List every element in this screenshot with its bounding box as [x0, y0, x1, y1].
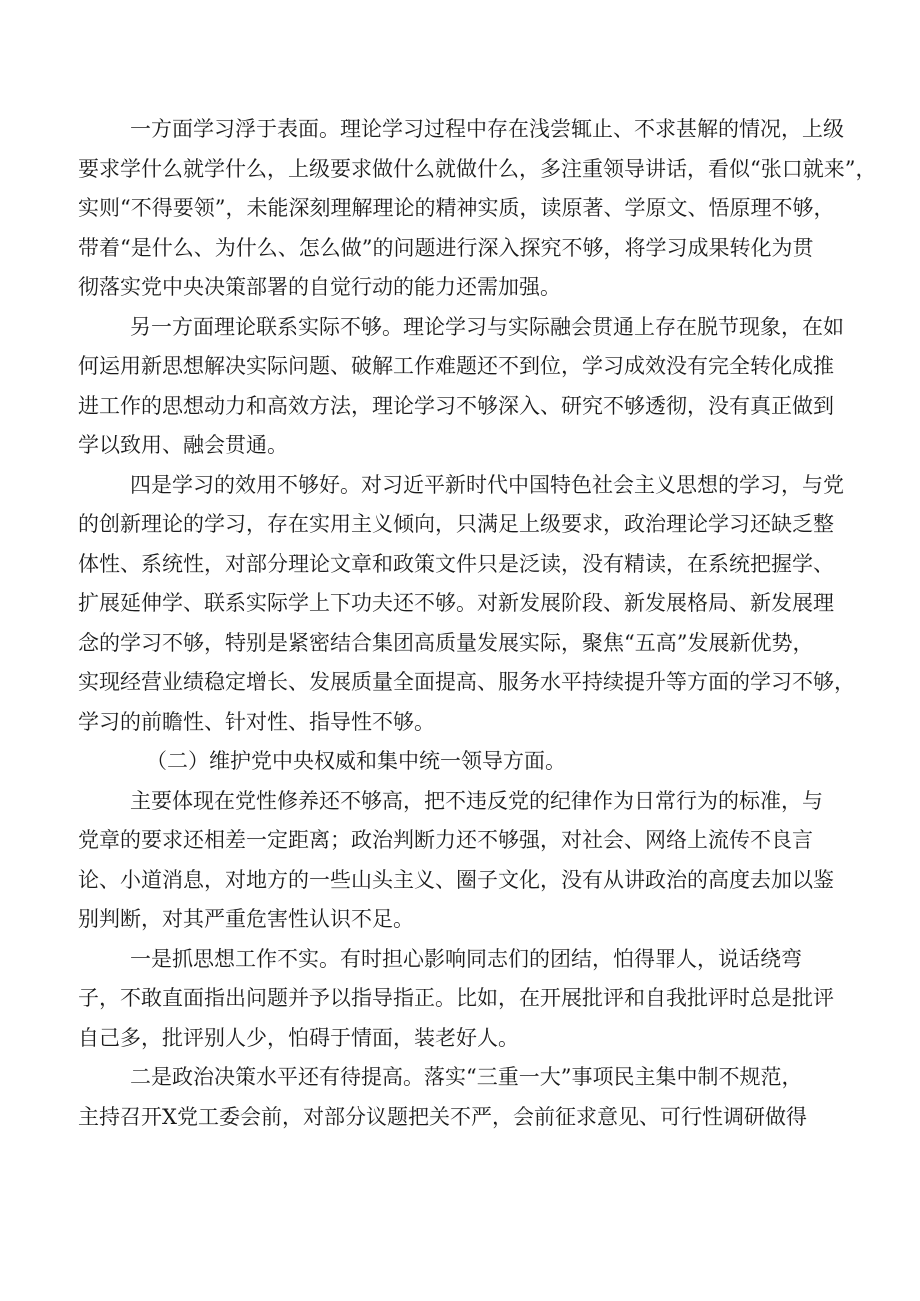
paragraph-line: 自己多，批评别人少，怕碍于情面，装老好人。 — [78, 1025, 519, 1050]
paragraph-line: 进工作的思想动力和高效方法，理论学习不够深入、研究不够透彻，没有真正做到 — [78, 393, 834, 418]
paragraph-line: 彻落实党中央决策部署的自觉行动的能力还需加强。 — [78, 275, 561, 299]
document-body — [78, 110, 878, 1137]
paragraph-1 — [78, 110, 878, 308]
paragraph-line: 一方面学习浮于表面。理论学习过程中存在浅尝辄止、不求甚解的情况，上级 — [130, 117, 844, 141]
paragraph-line: 扩展延伸学、联系实际学上下功夫还不够。对新发展阶段、新发展格局、新发展理 — [78, 591, 834, 615]
paragraph-line: 的创新理论的学习，存在实用主义倾向，只满足上级要求，政治理论学习还缺乏整 — [78, 512, 834, 536]
paragraph-line: 二是政治决策水平还有待提高。落实“三重一大”事项民主集中制不规范， — [130, 1065, 803, 1089]
paragraph-line: 主持召开X党工委会前，对部分议题把关不严，会前征求意见、可行性调研做得 — [78, 1104, 807, 1129]
paragraph-line: 另一方面理论联系实际不够。理论学习与实际融会贯通上存在脱节现象，在如 — [130, 314, 844, 339]
paragraph-6 — [78, 940, 878, 1059]
paragraph-line: 实现经营业绩稳定增长、发展质量全面提高、服务水平持续提升等方面的学习不够， — [78, 670, 855, 694]
paragraph-line: 论、小道消息，对地方的一些山头主义、圈子文化，没有从讲政治的高度去加以鉴 — [78, 867, 834, 892]
paragraph-line: 别判断，对其严重危害性认识不足。 — [78, 907, 414, 931]
paragraph-line: 一是抓思想工作不实。有时担心影响同志们的团结，怕得罪人，说话绕弯 — [130, 946, 802, 971]
paragraph-line: 四是学习的效用不够好。对习近平新时代中国特色社会主义思想的学习，与党 — [130, 472, 844, 497]
paragraph-line: 念的学习不够，特别是紧密结合集团高质量发展实际，聚焦“五高”发展新优势， — [78, 630, 814, 655]
paragraph-line: 党章的要求还相差一定距离；政治判断力还不够强，对社会、网络上流传不良言 — [78, 828, 813, 852]
paragraph-line: 子，不敢直面指出问题并予以指导指正。比如，在开展批评和自我批评时总是批评 — [78, 986, 834, 1010]
paragraph-5 — [78, 782, 878, 940]
paragraph-3 — [78, 466, 878, 743]
paragraph-line: 何运用新思想解决实际问题、破解工作难题还不到位，学习成效没有完全转化成推 — [78, 354, 834, 378]
paragraph-line: 实则“不得要领”，未能深刻理解理论的精神实质，读原著、学原文、悟原理不够， — [78, 196, 835, 220]
section-heading — [78, 742, 878, 782]
paragraph-2 — [78, 308, 878, 466]
paragraph-line: 主要体现在党性修养还不够高，把不违反党的纪律作为日常行为的标准，与 — [130, 788, 823, 813]
paragraph-line: 带着“是什么、为什么、怎么做”的问题进行深入探究不够，将学习成果转化为贯 — [78, 235, 814, 260]
section-heading-text: （二）维护党中央权威和集中统一领导方面。 — [146, 749, 566, 773]
paragraph-line: 学以致用、融会贯通。 — [78, 433, 288, 457]
paragraph-line: 体性、系统性，对部分理论文章和政策文件只是泛读，没有精读，在系统把握学、 — [78, 551, 834, 576]
paragraph-7 — [78, 1058, 878, 1137]
paragraph-line: 要求学什么就学什么，上级要求做什么就做什么，多注重领导讲话，看似“张口就来”， — [78, 156, 877, 181]
paragraph-line: 学习的前瞻性、针对性、指导性不够。 — [78, 709, 435, 734]
